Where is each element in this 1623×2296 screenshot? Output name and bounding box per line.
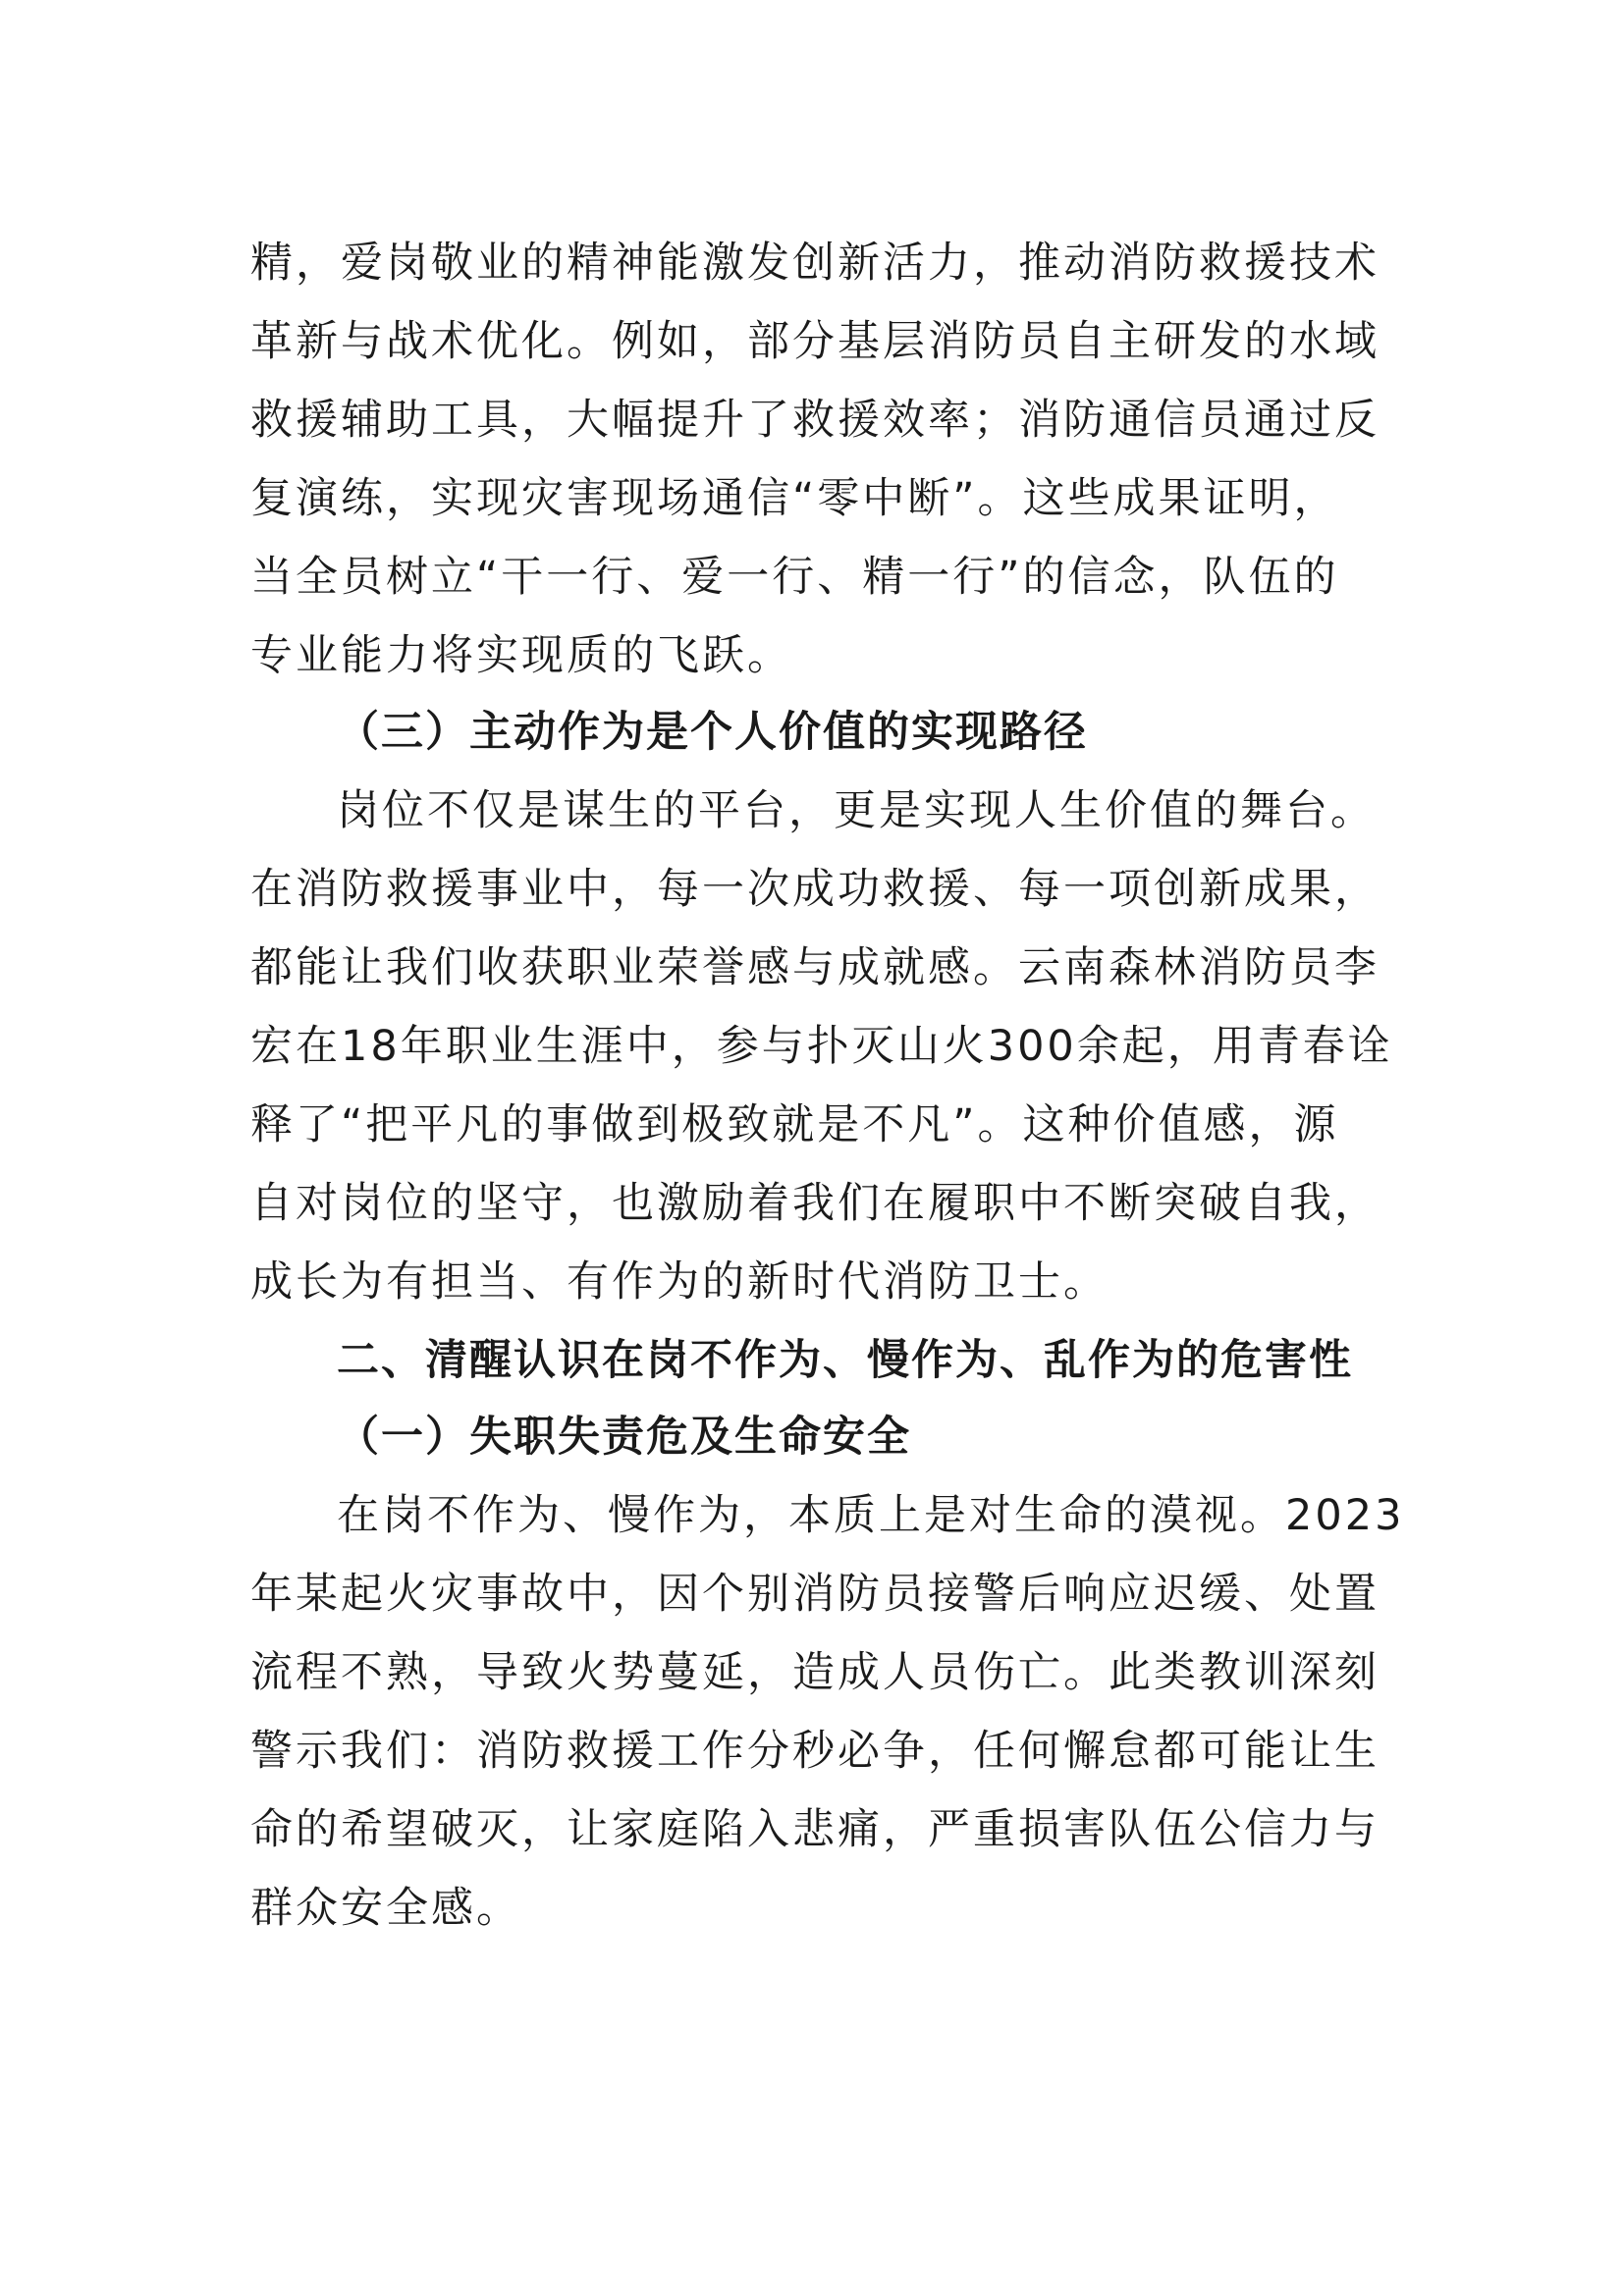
paragraph-line: 专业能力将实现质的飞跃。 — [250, 631, 792, 680]
paragraph-line: 救援辅助工具，大幅提升了救援效率；消防通信员通过反 — [250, 396, 1380, 445]
paragraph-line: 成长为有担当、有作为的新时代消防卫士。 — [250, 1257, 1109, 1307]
paragraph-line: 复演练，实现灾害现场通信“零中断”。这些成果证明， — [250, 474, 1339, 523]
paragraph-line: 在岗不作为、慢作为，本质上是对生命的漠视。2023 — [337, 1491, 1405, 1540]
subsection-heading: （一）失职失责危及生命安全 — [337, 1413, 911, 1462]
paragraph-line: 当全员树立“干一行、爱一行、精一行”的信念，队伍的 — [250, 553, 1339, 602]
paragraph-line: 宏在18年职业生涯中，参与扑灭山火300余起，用青春诠 — [250, 1022, 1393, 1071]
paragraph-line: 年某起火灾事故中，因个别消防员接警后响应迟缓、处置 — [250, 1570, 1380, 1619]
paragraph-line: 释了“把平凡的事做到极致就是不凡”。这种价值感，源 — [250, 1100, 1339, 1149]
paragraph-line: 在消防救援事业中，每一次成功救援、每一项创新成果， — [250, 865, 1380, 914]
paragraph-line: 自对岗位的坚守，也激励着我们在履职中不断突破自我， — [250, 1179, 1380, 1228]
paragraph-line: 都能让我们收获职业荣誉感与成就感。云南森林消防员李 — [250, 943, 1380, 992]
section-heading: 二、清醒认识在岗不作为、慢作为、乱作为的危害性 — [337, 1336, 1353, 1385]
paragraph-line: 岗位不仅是谋生的平台，更是实现人生价值的舞台。 — [337, 786, 1376, 835]
paragraph-line: 群众安全感。 — [250, 1884, 521, 1933]
subsection-heading: （三）主动作为是个人价值的实现路径 — [337, 708, 1088, 757]
paragraph-line: 革新与战术优化。例如，部分基层消防员自主研发的水域 — [250, 317, 1380, 366]
paragraph-line: 流程不熟，导致火势蔓延，造成人员伤亡。此类教训深刻 — [250, 1648, 1380, 1697]
paragraph-line: 警示我们：消防救援工作分秒必争，任何懈怠都可能让生 — [250, 1727, 1380, 1776]
paragraph-line: 命的希望破灭，让家庭陷入悲痛，严重损害队伍公信力与 — [250, 1805, 1380, 1854]
paragraph-line: 精，爱岗敬业的精神能激发创新活力，推动消防救援技术 — [250, 239, 1380, 288]
